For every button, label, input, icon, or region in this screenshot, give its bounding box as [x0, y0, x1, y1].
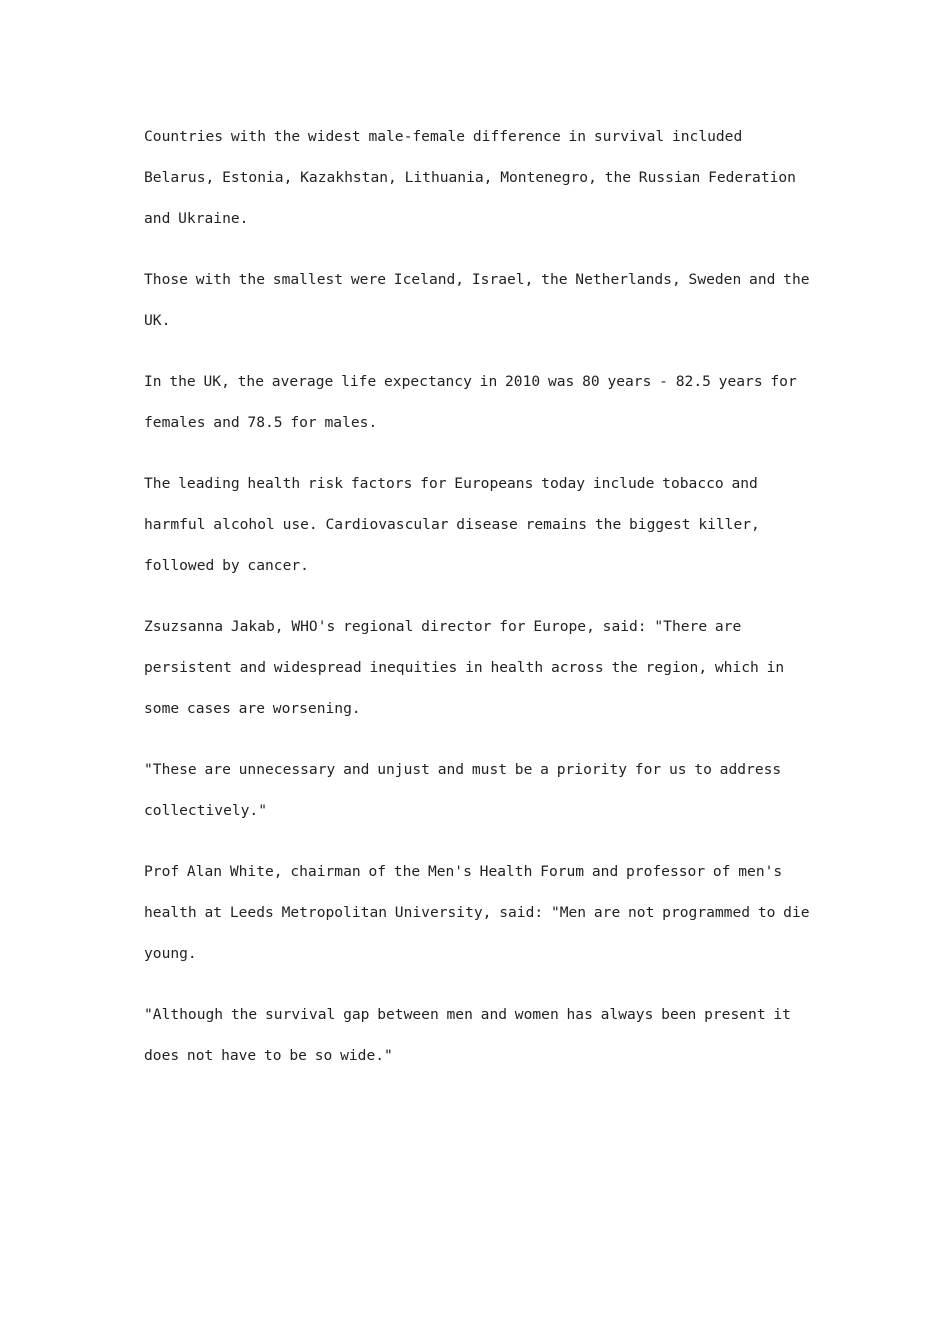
paragraph-health-risk-factors: The leading health risk factors for Europeans today include tobacco and harmful alcohol use. Cardiovascular disease remains the biggest killer, followed by cancer. — [144, 475, 760, 574]
paragraph-jakab-quote-continued: "These are unnecessary and unjust and must be a priority for us to address collectively." — [144, 761, 782, 819]
paragraph-white-quote-continued: "Although the survival gap between men and women has always been present it does not have to be so wide." — [144, 1006, 791, 1064]
paragraph-smallest-gap-countries: Those with the smallest were Iceland, Israel, the Netherlands, Sweden and the UK. — [144, 271, 810, 329]
paragraph-uk-life-expectancy: In the UK, the average life expectancy in 2010 was 80 years - 82.5 years for females and 78.5 for males. — [144, 373, 797, 431]
paragraph-survival-gap-countries: Countries with the widest male-female difference in survival included Belarus, Estonia, Kazakhstan, Lithuania, Montenegro, the Russian Federation and Ukraine. — [144, 128, 796, 227]
document-body — [144, 116, 814, 1096]
paragraph-jakab-quote: Zsuzsanna Jakab, WHO's regional director for Europe, said: "There are persistent and widespread inequities in health across the region, which in some cases are worsening. — [144, 618, 785, 717]
paragraph-white-quote: Prof Alan White, chairman of the Men's Health Forum and professor of men's health at Leeds Metropolitan University, said: "Men are not programmed to die young. — [144, 863, 810, 962]
